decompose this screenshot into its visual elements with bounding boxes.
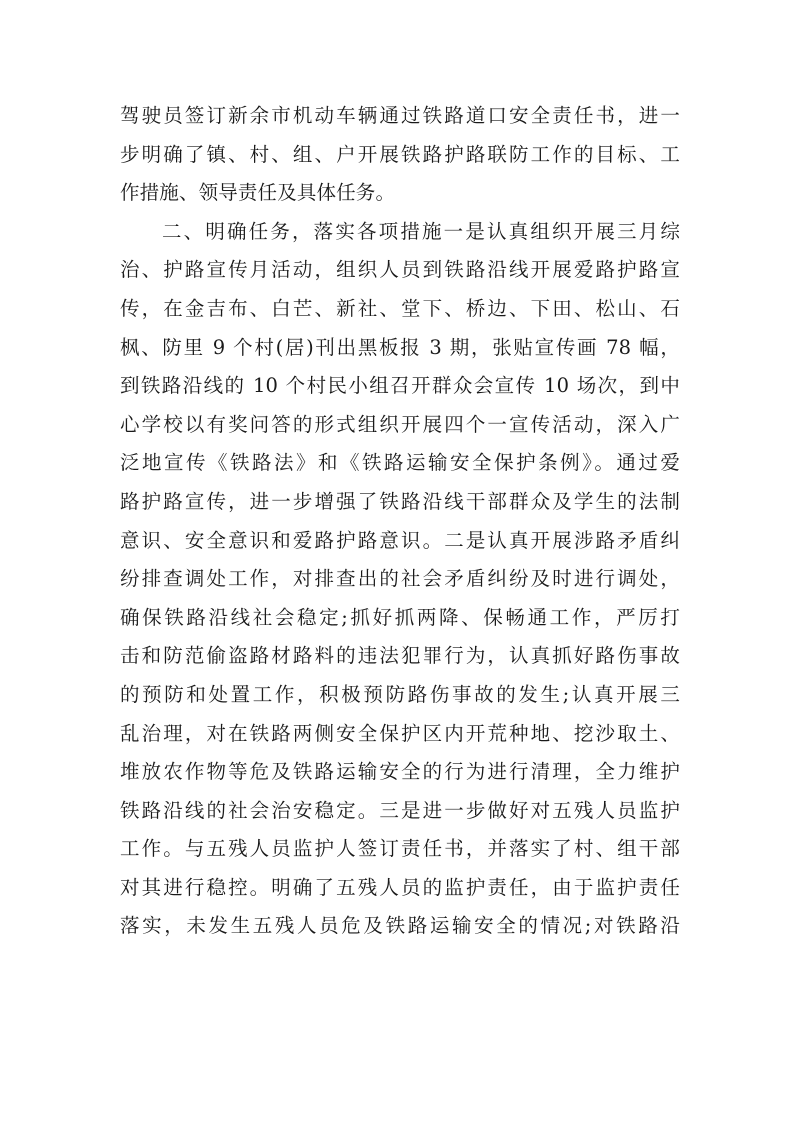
text-line: 步明确了镇、村、组、户开展铁路护路联防工作的目标、工 xyxy=(120,142,680,166)
text-line: 铁路沿线的社会治安稳定。三是进一步做好对五残人员监护 xyxy=(120,798,680,822)
text-line: 作措施、领导责任及具体任务。 xyxy=(120,181,396,205)
text-line: 工作。与五残人员监护人签订责任书，并落实了村、组干部 xyxy=(120,837,680,861)
text-line: 意识、安全意识和爱路护路意识。二是认真开展涉路矛盾纠 xyxy=(120,528,680,552)
text-line: 治、护路宣传月活动，组织人员到铁路沿线开展爱路护路宣 xyxy=(120,258,680,282)
text-line: 对其进行稳控。明确了五残人员的监护责任，由于监护责任 xyxy=(120,875,680,899)
text-line: 二、明确任务，落实各项措施一是认真组织开展三月综 xyxy=(162,219,680,243)
text-line: 纷排查调处工作，对排查出的社会矛盾纠纷及时进行调处， xyxy=(120,567,680,591)
text-line: 到铁路沿线的 10 个村民小组召开群众会宣传 10 场次，到中 xyxy=(120,374,680,398)
text-line: 击和防范偷盗路材路料的违法犯罪行为，认真抓好路伤事故 xyxy=(120,644,680,668)
text-line: 堆放农作物等危及铁路运输安全的行为进行清理，全力维护 xyxy=(120,760,680,784)
text-line: 路护路宣传，进一步增强了铁路沿线干部群众及学生的法制 xyxy=(120,489,680,513)
text-line: 心学校以有奖问答的形式组织开展四个一宣传活动，深入广 xyxy=(120,412,680,436)
document-body xyxy=(120,97,680,946)
text-line: 的预防和处置工作，积极预防路伤事故的发生;认真开展三 xyxy=(120,682,680,706)
text-line: 传，在金吉布、白芒、新社、堂下、桥边、下田、松山、石 xyxy=(120,296,680,320)
text-line: 落实，未发生五残人员危及铁路运输安全的情况;对铁路沿 xyxy=(120,914,680,938)
text-line: 确保铁路沿线社会稳定;抓好抓两降、保畅通工作，严厉打 xyxy=(120,605,680,629)
text-line: 乱治理，对在铁路两侧安全保护区内开荒种地、挖沙取土、 xyxy=(120,721,680,745)
text-line: 驾驶员签订新余市机动车辆通过铁路道口安全责任书，进一 xyxy=(120,104,680,127)
text-line: 枫、防里 9 个村(居)刊出黑板报 3 期，张贴宣传画 78 幅， xyxy=(120,335,680,359)
text-line: 泛地宣传《铁路法》和《铁路运输安全保护条例》。通过爱 xyxy=(120,451,680,475)
